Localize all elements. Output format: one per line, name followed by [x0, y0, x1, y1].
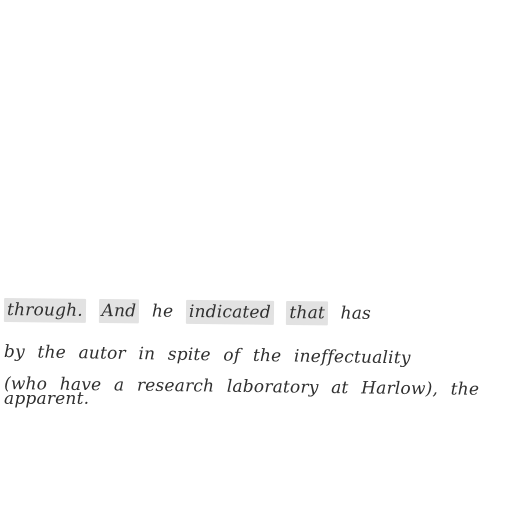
word: he — [151, 301, 174, 322]
word: laboratory — [226, 376, 319, 398]
word: the — [450, 379, 480, 400]
handwriting-line-2 — [4, 342, 418, 368]
word: a — [113, 375, 125, 396]
word: in — [138, 344, 156, 365]
word: spite — [167, 344, 211, 366]
word: indicated — [186, 300, 274, 325]
word: ineffectuality — [293, 346, 411, 369]
word: at — [331, 377, 349, 399]
word: the — [37, 342, 67, 363]
word: that — [286, 301, 328, 325]
word: Harlow), — [361, 378, 439, 400]
word: research — [136, 375, 215, 397]
word: of — [223, 345, 241, 366]
word: autor — [78, 343, 126, 364]
word: through. — [4, 298, 86, 323]
word: (who — [3, 374, 48, 395]
word: has — [340, 303, 372, 324]
word: And — [98, 299, 139, 323]
word: by — [3, 342, 26, 363]
word: the — [252, 345, 282, 367]
handwriting-line-1 — [4, 298, 378, 326]
word: have — [59, 374, 102, 396]
handwriting-line-4 — [4, 389, 96, 409]
word: apparent. — [4, 389, 90, 409]
